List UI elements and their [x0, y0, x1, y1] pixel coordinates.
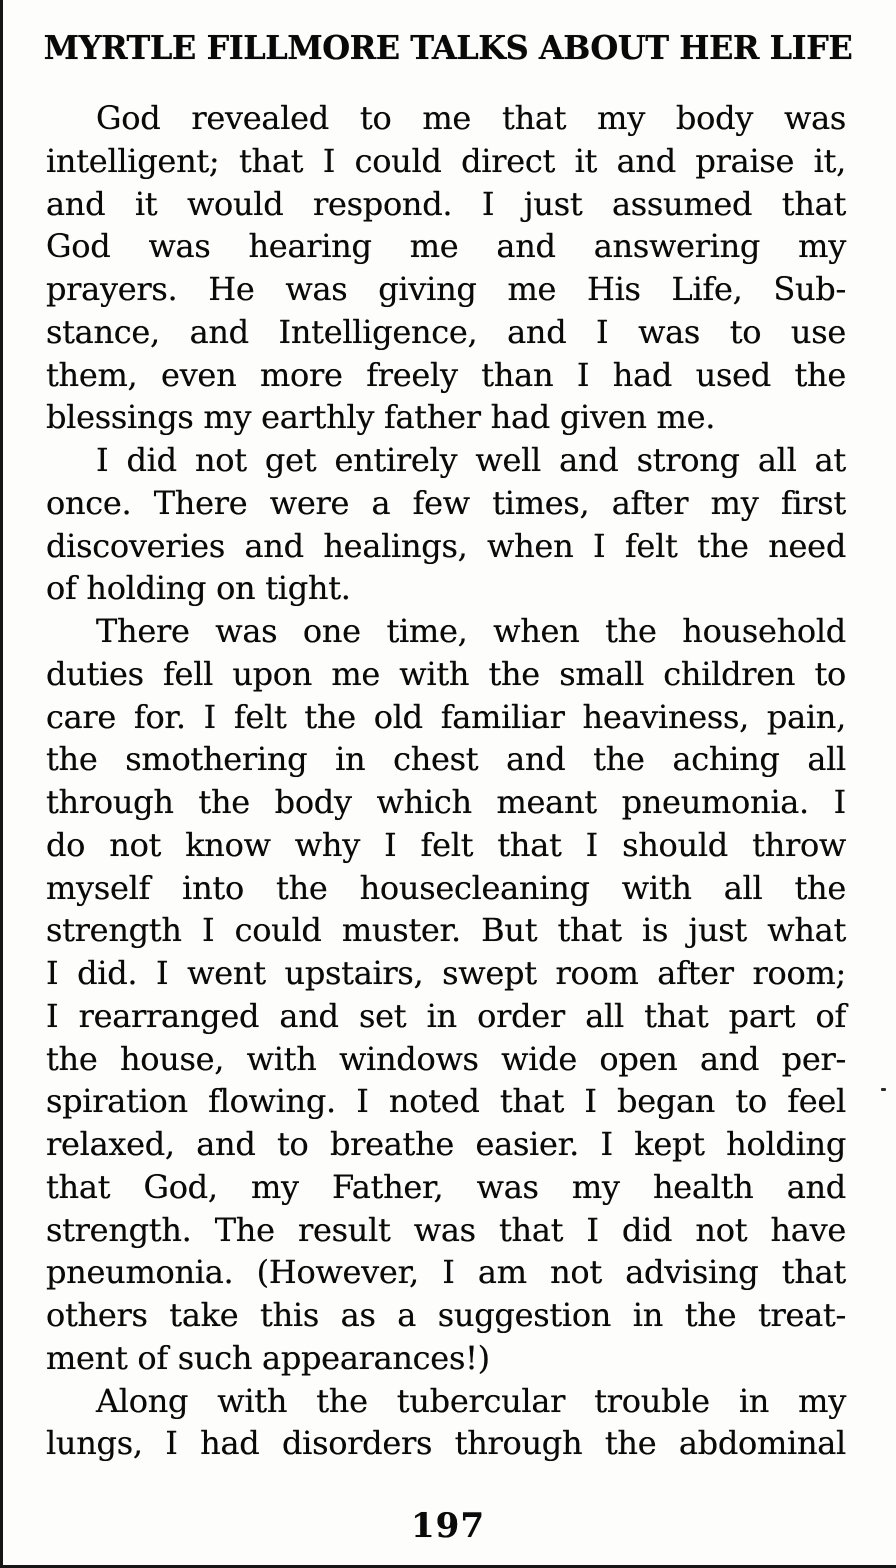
text-line: and it would respond. I just assumed that [46, 184, 846, 223]
text-line: I rearranged and set in order all that part of [46, 996, 846, 1035]
text-line: Along with the tubercular trouble in my [96, 1381, 846, 1420]
text-line: God revealed to me that my body was [96, 99, 846, 137]
text-line: the smothering in chest and the aching all [46, 740, 846, 779]
text-line: care for. I felt the old familiar heaviness, pain, [46, 697, 846, 736]
text-line: that God, my Father, was my health and [46, 1167, 846, 1206]
text-line: others take this as a suggestion in the treat- [46, 1296, 846, 1334]
scan-speck-artifact [881, 1088, 886, 1091]
text-line: the house, with windows wide open and per- [46, 1039, 846, 1078]
text-line: discoveries and healings, when I felt the need [46, 526, 846, 565]
text-line: lungs, I had disorders through the abdominal [46, 1424, 846, 1463]
text-line: them, even more freely than I had used the [46, 355, 846, 394]
text-line: God was hearing me and answering my [46, 227, 846, 266]
text-line: relaxed, and to breathe easier. I kept holding [46, 1125, 846, 1163]
text-line: There was one time, when the household [96, 612, 846, 650]
text-line: of holding on tight. [46, 569, 351, 608]
text-line: through the body which meant pneumonia. I [46, 783, 846, 821]
text-line: strength. The result was that I did not have [46, 1210, 846, 1249]
text-line: I did not get entirely well and strong all at [96, 441, 846, 479]
text-line: intelligent; that I could direct it and praise it, [46, 141, 846, 180]
text-line: pneumonia. (However, I am not advising that [46, 1253, 846, 1292]
page-number: 197 [411, 1506, 485, 1546]
text-line: blessings my earthly father had given me. [46, 398, 716, 437]
text-line: stance, and Intelligence, and I was to use [46, 312, 846, 351]
text-line: once. There were a few times, after my first [46, 483, 846, 522]
text-line: do not know why I felt that I should throw [46, 825, 846, 864]
text-line: strength I could muster. But that is just what [46, 911, 846, 950]
text-line: spiration flowing. I noted that I began to feel [46, 1082, 846, 1121]
text-line: myself into the housecleaning with all the [46, 868, 846, 907]
page-title: MYRTLE FILLMORE TALKS ABOUT HER LIFE [43, 28, 853, 67]
scan-edge-left-artifact [0, 0, 3, 1568]
text-line: prayers. He was giving me His Life, Sub- [46, 270, 846, 308]
text-block [46, 97, 846, 1465]
text-line: I did. I went upstairs, swept room after room; [46, 954, 846, 992]
text-line: ment of such appearances!) [46, 1338, 490, 1377]
text-line: duties fell upon me with the small children to [46, 654, 846, 693]
